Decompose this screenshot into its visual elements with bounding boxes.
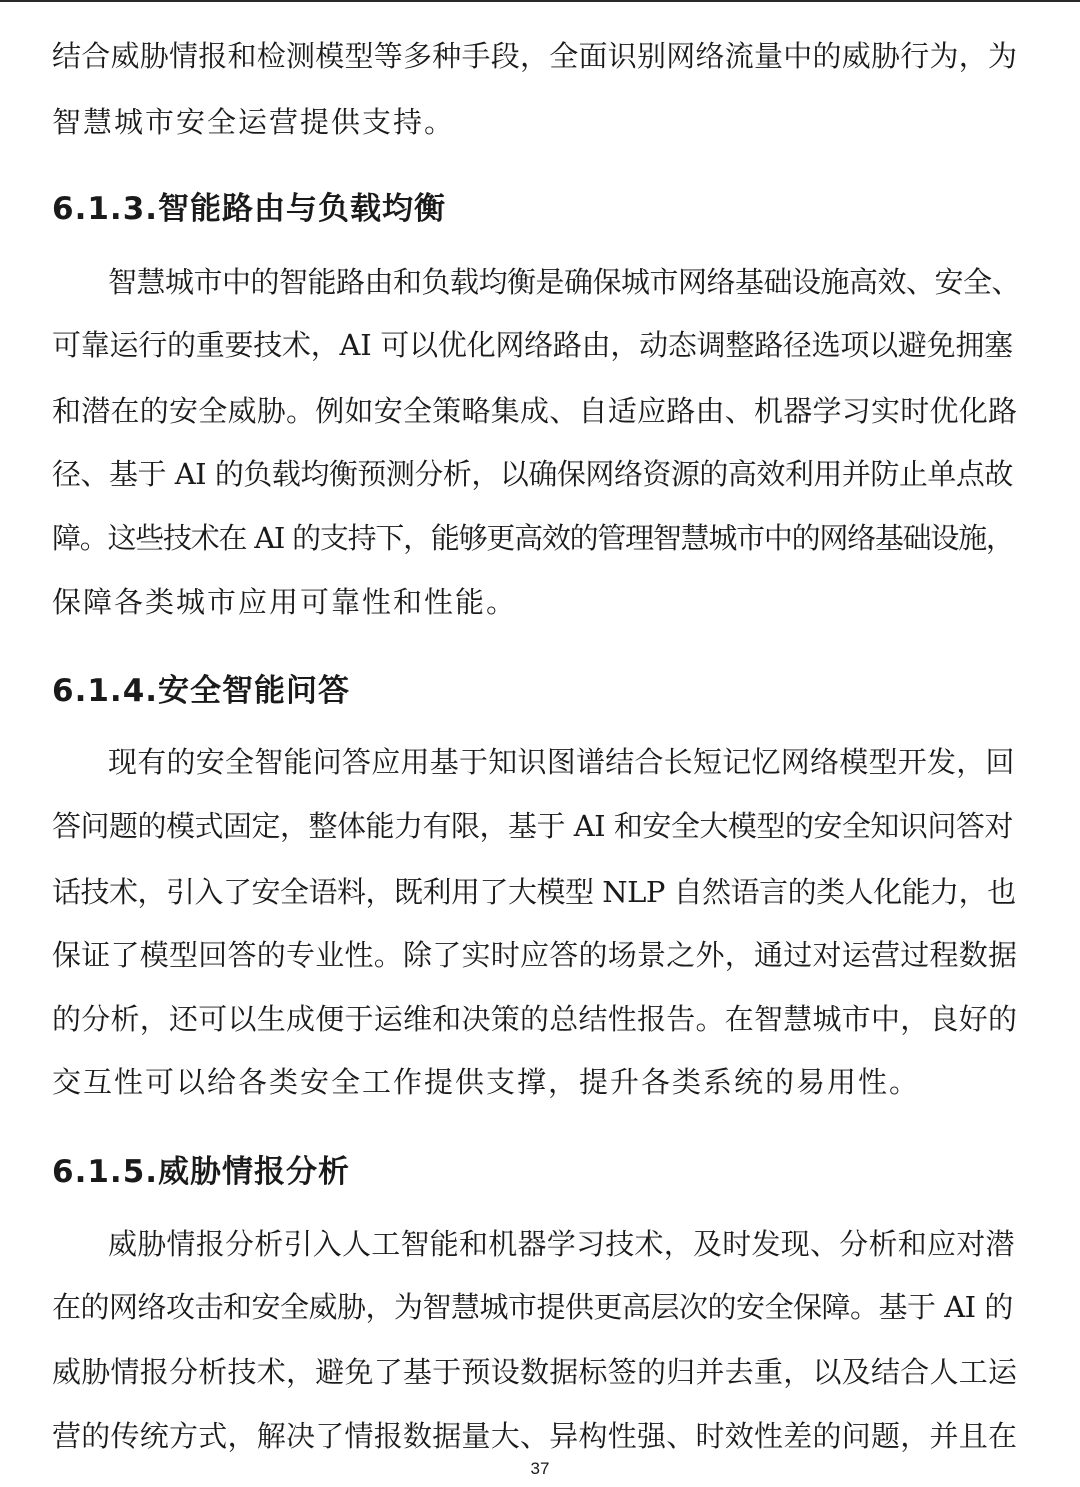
section-6-1-4-line-4: 保证了模型回答的专业性。除了实时应答的场景之外，通过对运营过程数据 (52, 938, 1018, 972)
section-6-1-3-line-1: 智慧城市中的智能路由和负载均衡是确保城市网络基础设施高效、安全、 (108, 265, 1021, 299)
section-6-1-5-line-2: 在的网络攻击和安全威胁，为智慧城市提供更高层次的安全保障。基于 AI 的 (52, 1290, 1013, 1324)
section-6-1-4-line-1: 现有的安全智能问答应用基于知识图谱结合长短记忆网络模型开发，回 (108, 745, 1015, 779)
intro-line-2: 智慧城市安全运营提供支持。 (52, 105, 456, 139)
section-6-1-3-line-3: 和潜在的安全威胁。例如安全策略集成、自适应路由、机器学习实时优化路 (52, 394, 1018, 428)
section-6-1-4-line-3: 话技术，引入了安全语料，既利用了大模型 NLP 自然语言的类人化能力，也 (52, 875, 1016, 909)
section-6-1-3-line-5: 障。这些技术在 AI 的支持下，能够更高效的管理智慧城市中的网络基础设施， (52, 521, 1014, 555)
section-6-1-5-line-1: 威胁情报分析引入人工智能和机器学习技术，及时发现、分析和应对潜 (108, 1227, 1015, 1261)
section-6-1-3-line-6: 保障各类城市应用可靠性和性能。 (52, 585, 518, 619)
intro-line-1: 结合威胁情报和检测模型等多种手段，全面识别网络流量中的威胁行为，为 (52, 39, 1018, 73)
section-6-1-5-line-4: 营的传统方式，解决了情报数据量大、异构性强、时效性差的问题，并且在 (52, 1419, 1018, 1453)
top-rule (0, 0, 1080, 2)
section-6-1-5-line-3: 威胁情报分析技术，避免了基于预设数据标签的归并去重，以及结合人工运 (52, 1355, 1018, 1389)
section-6-1-4-line-5: 的分析，还可以生成便于运维和决策的总结性报告。在智慧城市中，良好的 (52, 1002, 1018, 1036)
section-heading-6-1-3: 6.1.3.智能路由与负载均衡 (52, 191, 447, 227)
section-6-1-3-line-2: 可靠运行的重要技术，AI 可以优化网络路由，动态调整路径选项以避免拥塞 (52, 328, 1013, 362)
section-6-1-4-line-2: 答问题的模式固定，整体能力有限，基于 AI 和安全大模型的安全知识问答对 (52, 809, 1013, 843)
section-heading-6-1-5: 6.1.5.威胁情报分析 (52, 1154, 351, 1190)
section-heading-6-1-4: 6.1.4.安全智能问答 (52, 673, 351, 709)
page-number: 37 (530, 1459, 550, 1478)
section-6-1-3-line-4: 径、基于 AI 的负载均衡预测分析，以确保网络资源的高效利用并防止单点故 (52, 457, 1013, 491)
section-6-1-4-line-6: 交互性可以给各类安全工作提供支撑，提升各类系统的易用性。 (52, 1065, 921, 1099)
